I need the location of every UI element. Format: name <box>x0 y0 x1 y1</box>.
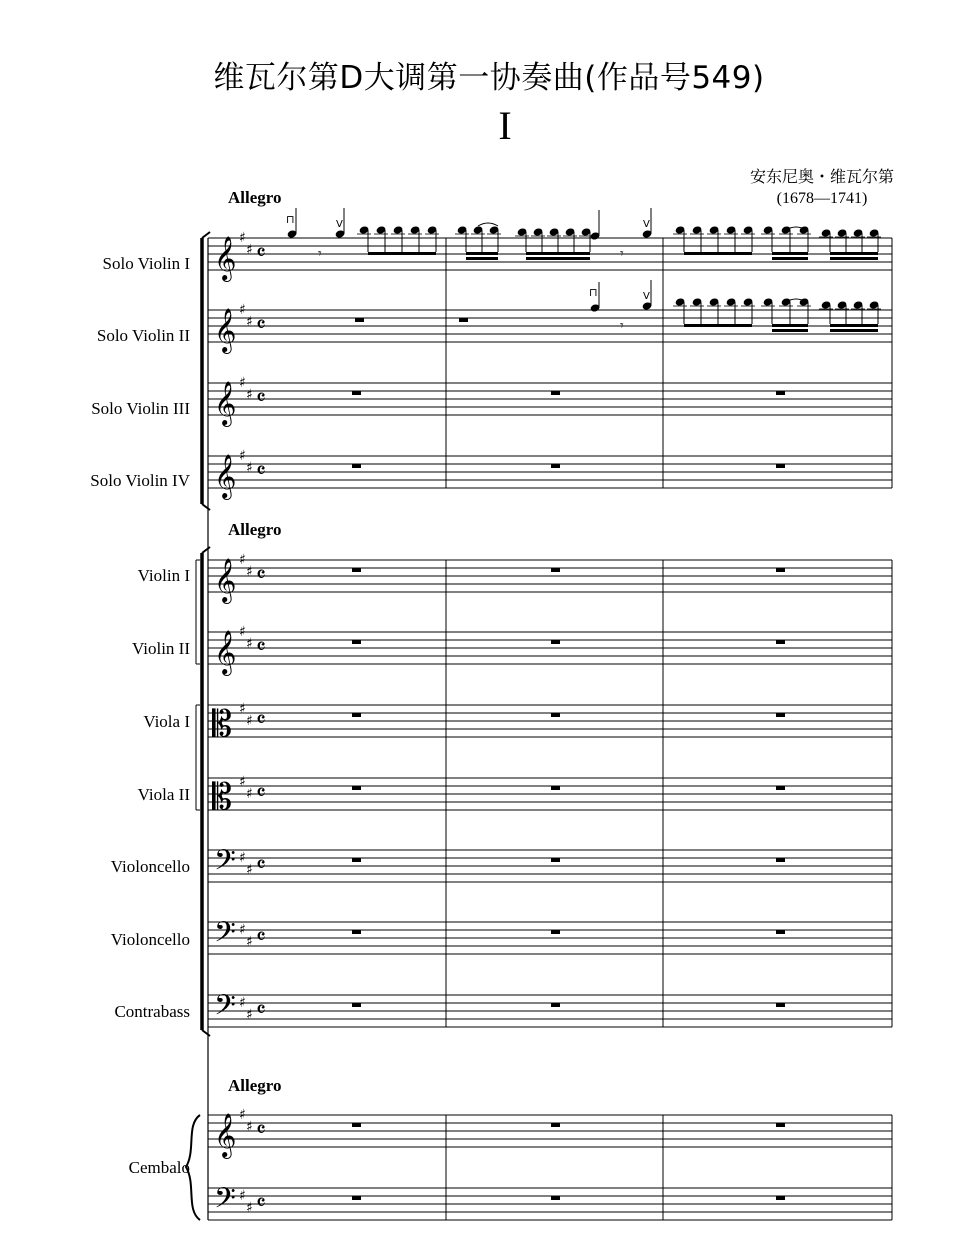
whole-rest <box>352 1196 361 1200</box>
sharp-icon: ♯ <box>246 460 253 476</box>
alto-clef-icon: 𝄡 <box>212 777 233 818</box>
sharp-icon: ♯ <box>246 934 253 950</box>
whole-rest <box>776 713 785 717</box>
whole-rest <box>551 786 560 790</box>
treble-clef-icon: 𝄞 <box>214 630 237 674</box>
instrument-label-contrabass: Contrabass <box>114 1002 190 1021</box>
instrument-label-violoncello-2: Violoncello <box>110 930 190 949</box>
whole-rest <box>776 391 785 395</box>
instrument-label-violoncello-1: Violoncello <box>110 857 190 876</box>
whole-rest <box>352 464 361 468</box>
whole-rest <box>776 640 785 644</box>
up-bow-icon: V <box>643 219 650 230</box>
whole-rest <box>551 464 560 468</box>
sharp-icon: ♯ <box>246 1200 253 1216</box>
whole-rest <box>352 1123 361 1127</box>
instrument-label-viola-2: Viola II <box>137 785 190 804</box>
movement-number: I <box>498 103 512 148</box>
instrument-label-solo-violin-3: Solo Violin III <box>91 399 190 418</box>
eighth-rest-icon: 𝄾 <box>620 246 624 262</box>
down-bow-icon: ⊓ <box>589 286 598 299</box>
sharp-icon: ♯ <box>246 636 253 652</box>
sharp-icon: ♯ <box>239 995 246 1011</box>
beam <box>684 252 752 255</box>
sharp-icon: ♯ <box>239 701 246 717</box>
sharp-icon: ♯ <box>246 1007 253 1023</box>
bracket-solo-hook <box>202 232 210 238</box>
common-time-icon: 𝄴 <box>256 781 266 806</box>
whole-rest <box>459 318 468 322</box>
whole-rest <box>352 1003 361 1007</box>
sharp-icon: ♯ <box>239 302 246 318</box>
eighth-rest-icon: 𝄾 <box>620 318 624 334</box>
whole-rest <box>776 568 785 572</box>
common-time-icon: 𝄴 <box>256 241 266 266</box>
whole-rest <box>551 713 560 717</box>
beam <box>466 252 498 255</box>
beam <box>772 257 808 260</box>
whole-rest <box>352 640 361 644</box>
bass-clef-icon: 𝄢 <box>214 844 236 884</box>
bracket-strings-hook <box>202 547 210 553</box>
whole-rest <box>776 464 785 468</box>
treble-clef-icon: 𝄞 <box>214 308 237 352</box>
whole-rest <box>776 1003 785 1007</box>
whole-rest <box>352 858 361 862</box>
sharp-icon: ♯ <box>239 774 246 790</box>
up-bow-icon: V <box>336 219 343 230</box>
instrument-label-viola-1: Viola I <box>143 712 190 731</box>
sharp-icon: ♯ <box>246 786 253 802</box>
common-time-icon: 𝄴 <box>256 459 266 484</box>
whole-rest <box>776 1196 785 1200</box>
score-title: 维瓦尔第D大调第一协奏曲(作品号549) <box>213 60 765 96</box>
whole-rest <box>776 1123 785 1127</box>
slur <box>478 223 498 226</box>
sharp-icon: ♯ <box>239 552 246 568</box>
beam <box>830 329 878 332</box>
alto-clef-icon: 𝄡 <box>212 704 233 745</box>
bracket-solo-hook <box>202 504 210 510</box>
treble-clef-icon: 𝄞 <box>214 454 237 498</box>
whole-rest <box>776 786 785 790</box>
sharp-icon: ♯ <box>246 564 253 580</box>
sharp-icon: ♯ <box>239 922 246 938</box>
beam <box>684 324 752 327</box>
beam <box>830 257 878 260</box>
common-time-icon: 𝄴 <box>256 708 266 733</box>
whole-rest <box>551 568 560 572</box>
whole-rest <box>352 930 361 934</box>
whole-rest <box>551 1003 560 1007</box>
whole-rest <box>551 1196 560 1200</box>
treble-clef-icon: 𝄞 <box>214 381 237 425</box>
instrument-label-cembalo: Cembalo <box>128 1158 190 1177</box>
beam <box>466 257 498 260</box>
sharp-icon: ♯ <box>246 242 253 258</box>
beam <box>772 252 808 255</box>
treble-clef-icon: 𝄞 <box>214 558 237 602</box>
instrument-label-solo-violin-1: Solo Violin I <box>102 254 190 273</box>
whole-rest <box>352 391 361 395</box>
whole-rest <box>551 1123 560 1127</box>
bass-clef-icon: 𝄢 <box>214 989 236 1029</box>
beam <box>772 324 808 327</box>
instrument-label-violin-2: Violin II <box>132 639 190 658</box>
instrument-label-violin-1: Violin I <box>137 566 190 585</box>
whole-rest <box>776 858 785 862</box>
instrument-label-solo-violin-4: Solo Violin IV <box>90 471 190 490</box>
sharp-icon: ♯ <box>239 1188 246 1204</box>
tempo-marking-strings: Allegro <box>228 520 282 539</box>
beam <box>830 252 878 255</box>
whole-rest <box>352 713 361 717</box>
common-time-icon: 𝄴 <box>256 998 266 1023</box>
tempo-marking-cembalo: Allegro <box>228 1076 282 1095</box>
tempo-marking-solo: Allegro <box>228 188 282 207</box>
eighth-rest-icon: 𝄾 <box>318 246 322 262</box>
common-time-icon: 𝄴 <box>256 925 266 950</box>
common-time-icon: 𝄴 <box>256 635 266 660</box>
beam <box>830 324 878 327</box>
sharp-icon: ♯ <box>239 624 246 640</box>
sharp-icon: ♯ <box>239 230 246 246</box>
whole-rest <box>551 930 560 934</box>
composer-name: 安东尼奥・维瓦尔第 <box>749 167 894 186</box>
sharp-icon: ♯ <box>246 387 253 403</box>
up-bow-icon: V <box>643 291 650 302</box>
sharp-icon: ♯ <box>239 850 246 866</box>
common-time-icon: 𝄴 <box>256 853 266 878</box>
composer-dates: (1678—1741) <box>776 190 868 207</box>
common-time-icon: 𝄴 <box>256 313 266 338</box>
whole-rest <box>551 858 560 862</box>
whole-rest <box>551 391 560 395</box>
whole-rest <box>352 568 361 572</box>
beam <box>368 252 436 255</box>
common-time-icon: 𝄴 <box>256 386 266 411</box>
whole-rest <box>352 786 361 790</box>
sharp-icon: ♯ <box>239 448 246 464</box>
sharp-icon: ♯ <box>246 1119 253 1135</box>
whole-rest <box>551 640 560 644</box>
sharp-icon: ♯ <box>246 314 253 330</box>
sharp-icon: ♯ <box>239 375 246 391</box>
sharp-icon: ♯ <box>246 862 253 878</box>
bass-clef-icon: 𝄢 <box>214 1182 236 1222</box>
beam <box>526 257 590 260</box>
sharp-icon: ♯ <box>246 713 253 729</box>
beam <box>526 252 590 255</box>
treble-clef-icon: 𝄞 <box>214 236 237 280</box>
common-time-icon: 𝄴 <box>256 1191 266 1216</box>
bracket-strings-hook <box>202 1030 210 1036</box>
bass-clef-icon: 𝄢 <box>214 916 236 956</box>
down-bow-icon: ⊓ <box>286 213 295 226</box>
common-time-icon: 𝄴 <box>256 563 266 588</box>
sharp-icon: ♯ <box>239 1107 246 1123</box>
instrument-label-solo-violin-2: Solo Violin II <box>96 326 190 345</box>
treble-clef-icon: 𝄞 <box>214 1113 237 1157</box>
whole-rest <box>776 930 785 934</box>
beam <box>772 329 808 332</box>
whole-rest <box>355 318 364 322</box>
common-time-icon: 𝄴 <box>256 1118 266 1143</box>
brace-cembalo <box>186 1115 200 1220</box>
